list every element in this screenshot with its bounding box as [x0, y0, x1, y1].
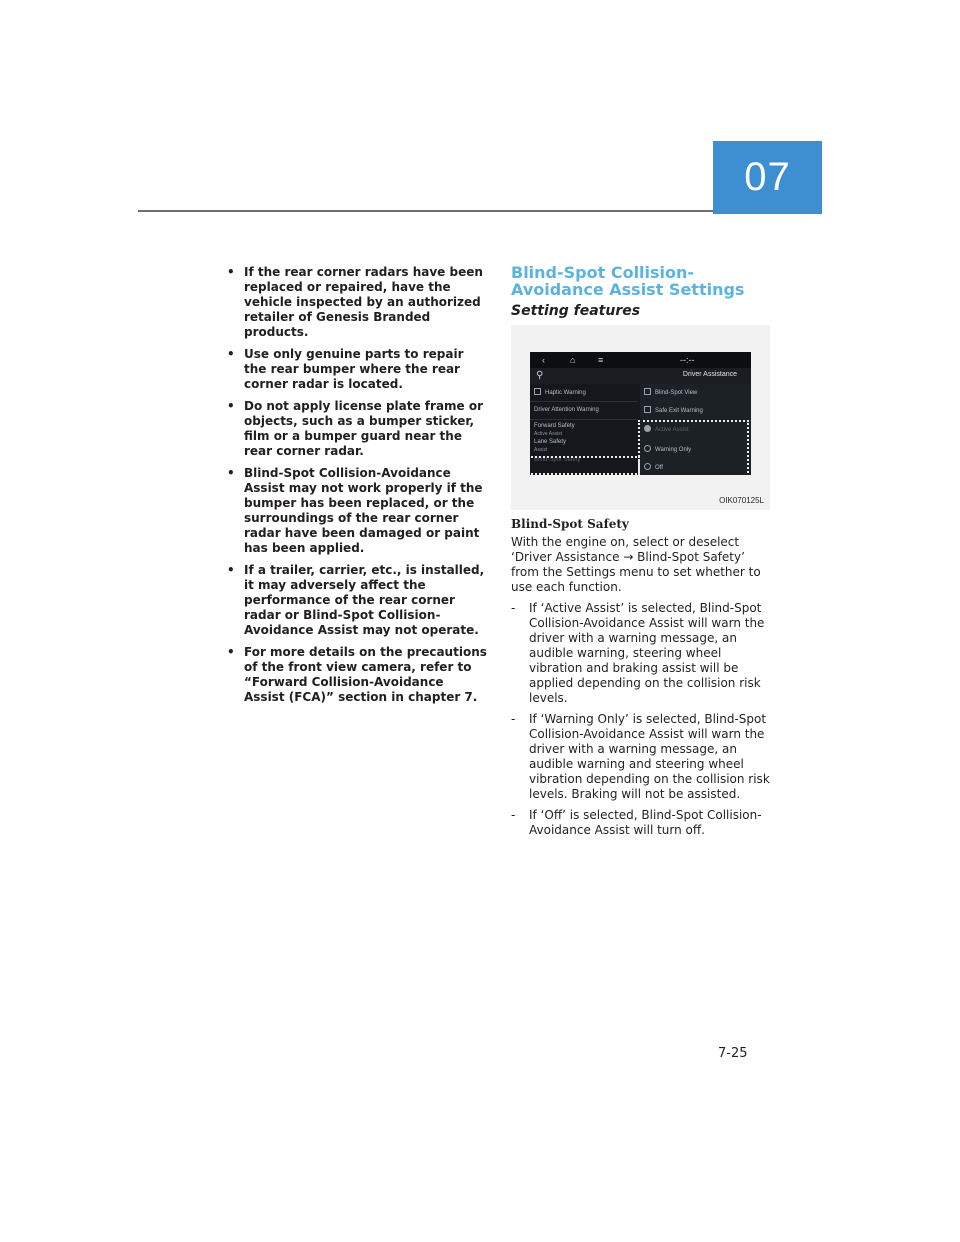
precaution-item: • Blind-Spot Collision-Avoidance Assist may not work properly if the bumper has been replaced, or the surroundings of the rear corner radar have been damaged or paint has been applied. [226, 466, 488, 556]
feature-option-item: - If ‘Active Assist’ is selected, Blind-Spot Collision-Avoidance Assist will warn the driver with a warning message, an audible warning, steering wheel vibration and braking assist will be applied depending on the collision risk levels. [511, 601, 773, 706]
highlight-blind-spot-menu [530, 456, 640, 475]
precaution-item: • Do not apply license plate frame or objects, such as a bumper sticker, film or a bumper guard near the rear corner radar. [226, 399, 488, 459]
chapter-number-tab: 07 [713, 141, 822, 214]
option-active-assist: Active Assist [644, 425, 689, 434]
menu-haptic-warning: Haptic Warning [534, 388, 586, 397]
menu-divider [530, 401, 638, 402]
checkbox-icon [644, 406, 651, 413]
precaution-item: • If a trailer, carrier, etc., is installed, it may adversely affect the performance of the rear corner radar or Blind-Spot Collision-Avoidance Assist may not operate. [226, 563, 488, 638]
back-icon: ‹ [542, 355, 545, 365]
precautions-column [226, 265, 488, 712]
menu-driver-attention: Driver Attention Warning [534, 407, 599, 413]
checkbox-icon [644, 388, 651, 395]
screen-clock: --:-- [680, 355, 695, 365]
option-off: Off [644, 463, 663, 472]
feature-option-item: - If ‘Warning Only’ is selected, Blind-Spot Collision-Avoidance Assist will warn the driver with a warning message, an audible warning and steering wheel vibration depending on the collision risk levels. Braking will not be assisted. [511, 712, 773, 802]
settings-column [511, 264, 773, 844]
section-title: Blind-Spot Collision-Avoidance Assist Settings [511, 263, 745, 299]
precaution-item: • If the rear corner radars have been replaced or repaired, have the vehicle inspected by an authorized retailer of Genesis Branded products. [226, 265, 488, 340]
checkbox-icon [534, 388, 541, 395]
screen-title: Driver Assistance [682, 371, 737, 378]
settings-screen-figure [511, 325, 770, 510]
page-number: 7-25 [718, 1046, 748, 1061]
option-warning-only: Warning Only [644, 445, 691, 454]
screen-header [530, 368, 751, 384]
menu-lane-safety: Lane Safety [534, 439, 567, 445]
menu-divider [530, 419, 638, 420]
menu-blind-spot-safety: Blind-Spot Safety [534, 457, 581, 463]
option-safe-exit-warning: Safe Exit Warning [644, 406, 703, 415]
feature-option-item: - If ‘Off’ is selected, Blind-Spot Collision-Avoidance Assist will turn off. [511, 808, 773, 838]
feature-intro: With the engine on, select or deselect ‘Driver Assistance → Blind-Spot Safety’ from the Settings menu to set whether to use each function. [511, 535, 761, 594]
precautions-list [226, 265, 488, 705]
option-blind-spot-view: Blind-Spot View [644, 388, 697, 397]
precaution-item: • Use only genuine parts to repair the rear bumper where the rear corner radar is located. [226, 347, 488, 392]
screen-topbar [530, 352, 751, 368]
precaution-item: • For more details on the precautions of the front view camera, refer to “Forward Collision-Avoidance Assist (FCA)” section in chapter 7. [226, 645, 488, 705]
figure-code: OIK070125L [719, 496, 764, 505]
menu-forward-safety: Forward Safety [534, 423, 575, 429]
feature-title: Blind-Spot Safety [511, 517, 629, 531]
search-icon: ⚲ [536, 370, 544, 381]
menu-lane-sub: Assist [534, 447, 548, 453]
menu-forward-sub: Active Assist [534, 431, 563, 437]
highlight-assist-options [638, 420, 749, 475]
feature-options-list [511, 601, 773, 838]
home-icon: ⌂ [570, 355, 576, 365]
section-subtitle: Setting features [511, 303, 641, 319]
menu-icon: ≡ [598, 355, 604, 365]
infotainment-screen [530, 352, 751, 475]
header-rule [138, 210, 713, 212]
